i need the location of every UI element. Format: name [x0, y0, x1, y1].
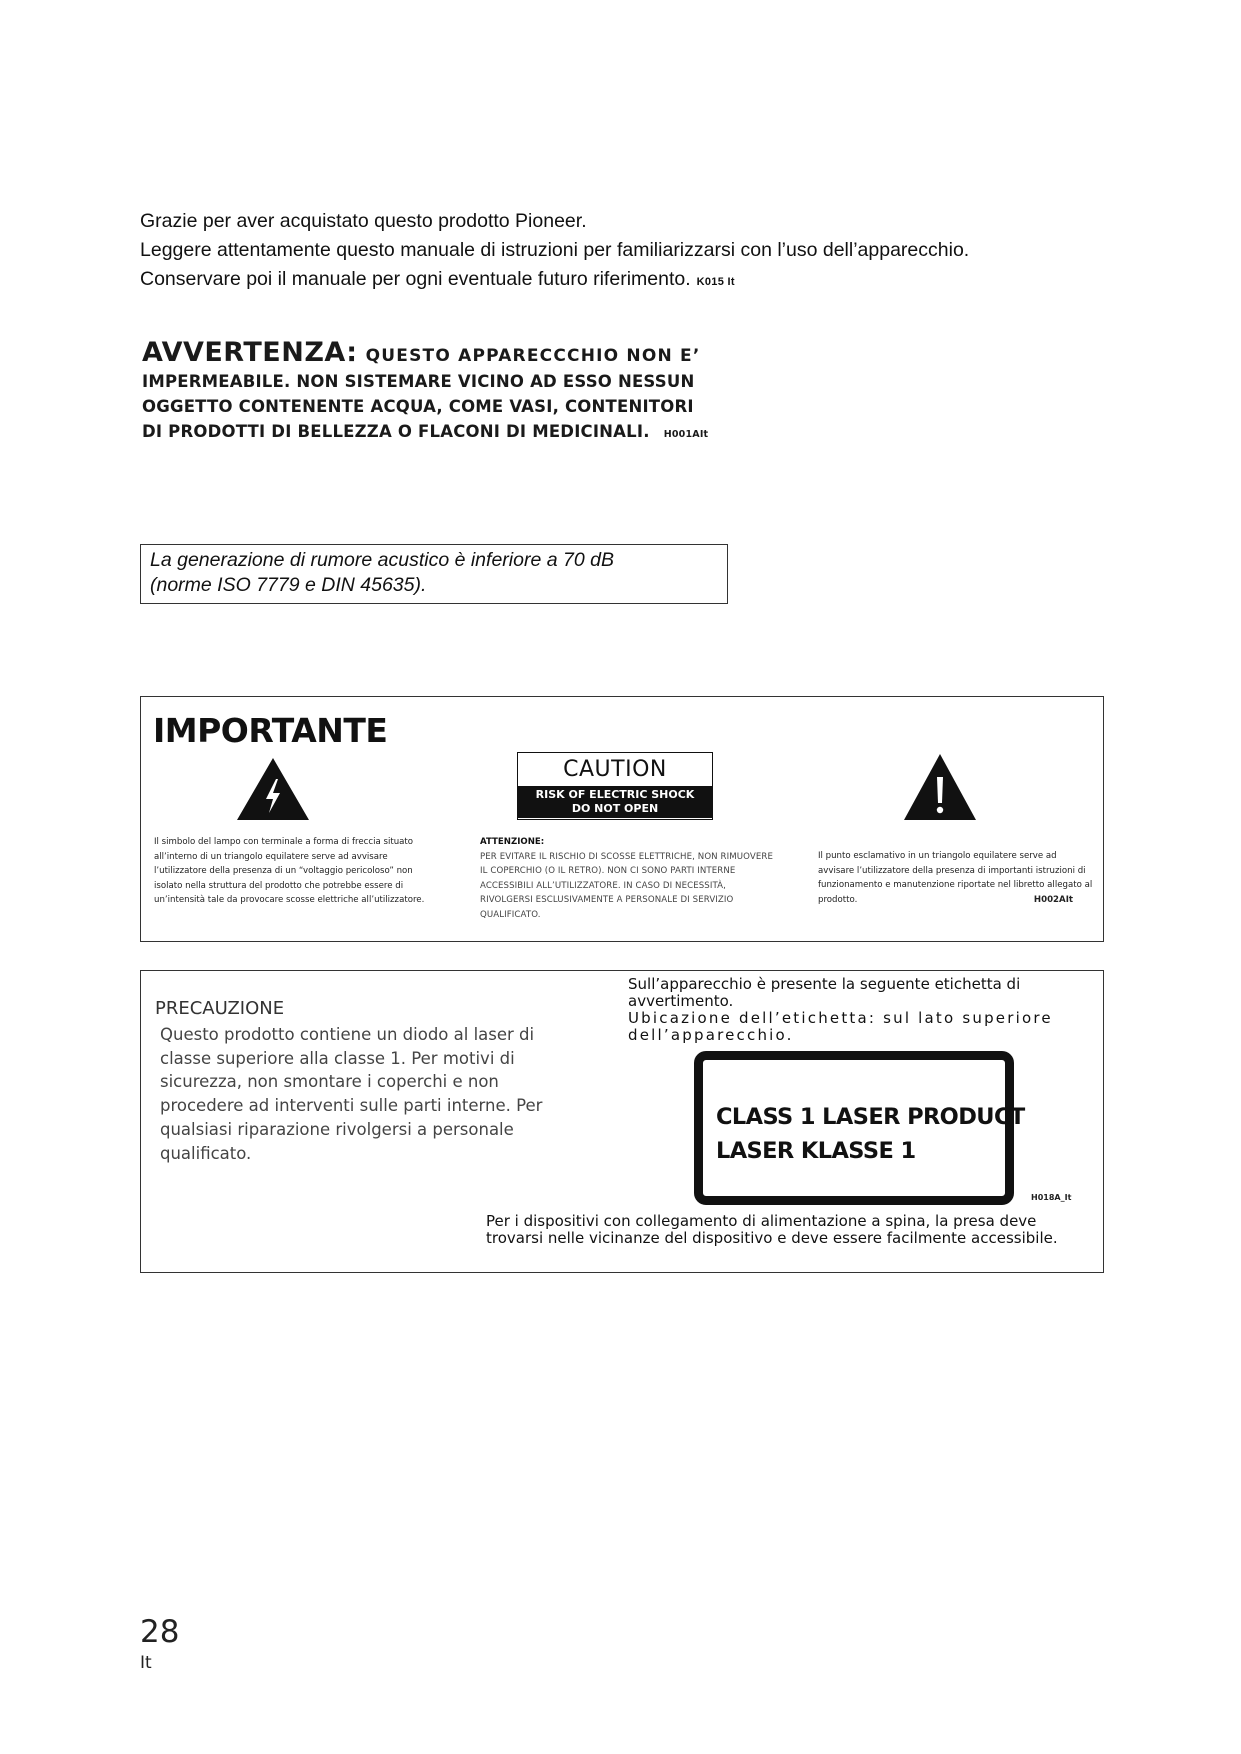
- exclamation-text: Il punto esclamativo in un triangolo equilatere serve ad avvisare l’utilizzatore della presenza di importanti istruzioni di funzionamento e manutenzione riportate nel libretto allegato al prodotto.: [818, 851, 1093, 905]
- warning-lead: QUESTO APPARECCCHIO NON E’: [365, 346, 701, 366]
- precaution-title: PRECAUZIONE: [155, 998, 285, 1019]
- label-note: [628, 976, 1088, 1044]
- intro-line-3-text: Conservare poi il manuale per ogni eventuale futuro riferimento.: [140, 268, 691, 290]
- warning-row-1: [142, 337, 732, 369]
- warning-row-3: OGGETTO CONTENENTE ACQUA, COME VASI, CONTENITORI: [142, 397, 694, 416]
- caution-label: [517, 752, 713, 820]
- intro-line-1: Grazie per aver acquistato questo prodotto Pioneer.: [140, 210, 587, 232]
- label-note-2: Ubicazione dell’etichetta: sul lato superiore dell’apparecchio.: [628, 1009, 1053, 1044]
- important-code: H002AIt: [1033, 894, 1073, 905]
- water-warning: [142, 337, 732, 447]
- noise-line-2: (norme ISO 7779 e DIN 45635).: [150, 574, 427, 596]
- caution-band: [518, 786, 712, 818]
- noise-notice-box: [140, 544, 728, 604]
- precaution-body: Questo prodotto contiene un diodo al laser di classe superiore alla classe 1. Per motivi di sicurezza, non smontare i coperchi e non procedere ad interventi sulle parti interne. Per qualsiasi riparazione rivolgersi a personale qualificato.: [160, 1025, 543, 1163]
- warning-row-2: IMPERMEABILE. NON SISTEMARE VICINO AD ESSO NESSUN: [142, 372, 695, 391]
- laser-line-1: CLASS 1 LASER PRODUCT: [716, 1104, 1025, 1130]
- warning-row-4-text: DI PRODOTTI DI BELLEZZA O FLACONI DI MEDICINALI.: [142, 422, 650, 441]
- caution-title: CAUTION: [563, 757, 667, 782]
- intro-code: K015 It: [696, 276, 735, 288]
- socket-note: Per i dispositivi con collegamento di alimentazione a spina, la presa deve trovarsi nelle vicinanze del dispositivo e deve essere facilmente accessibile.: [486, 1212, 1058, 1247]
- attention-heading: ATTENZIONE:: [480, 837, 545, 847]
- laser-class-label: [694, 1051, 1025, 1205]
- laser-line-2: LASER KLASSE 1: [716, 1138, 916, 1164]
- intro-line-2: Leggere attentamente questo manuale di istruzioni per familiarizzarsi con l’uso dell’apparecchio.: [140, 239, 970, 261]
- caution-line-2: DO NOT OPEN: [571, 802, 659, 815]
- lightning-triangle-icon: [236, 757, 310, 821]
- important-title: IMPORTANTE: [153, 711, 388, 750]
- exclamation-triangle-icon: [903, 753, 977, 821]
- important-box: [140, 696, 1104, 942]
- caution-line-1: RISK OF ELECTRIC SHOCK: [535, 788, 695, 801]
- warning-heading: AVVERTENZA:: [142, 337, 358, 368]
- attention-text: PER EVITARE IL RISCHIO DI SCOSSE ELETTRICHE, NON RIMUOVERE IL COPERCHIO (O IL RETRO). NON CI SONO PARTI INTERNE ACCESSIBILI ALL’UTILIZZATORE. IN CASO DI NECESSITÀ, RIVOLGERSI ESCLUSIVAMENTE A PERSONALE DI SERVIZIO QUALIFICATO.: [480, 851, 773, 920]
- precaution-box: [140, 970, 1104, 1273]
- warning-code: H001AIt: [663, 429, 709, 440]
- intro-line-3: [140, 265, 1140, 297]
- lightning-description: Il simbolo del lampo con terminale a forma di freccia situato all’interno di un triangolo equilatere serve ad avvisare l’utilizzatore della presenza di un “voltaggio pericoloso” non isolato nella struttura del prodotto che potrebbe essere di un’intensità tale da provocare scosse elettriche all’utilizzatore.: [154, 837, 425, 905]
- page-language: It: [140, 1653, 152, 1673]
- warning-row-4: [142, 419, 732, 447]
- label-note-1: Sull’apparecchio è presente la seguente etichetta di avvertimento.: [628, 975, 1021, 1010]
- laser-label-text: [716, 1100, 1025, 1168]
- intro-text: [140, 207, 1140, 297]
- attention-block: [480, 835, 775, 922]
- exclamation-description: [818, 849, 1093, 907]
- page-number: 28: [140, 1614, 180, 1650]
- laser-code: H018A_It: [1031, 1193, 1072, 1202]
- noise-line-1: La generazione di rumore acustico è inferiore a 70 dB: [150, 549, 614, 571]
